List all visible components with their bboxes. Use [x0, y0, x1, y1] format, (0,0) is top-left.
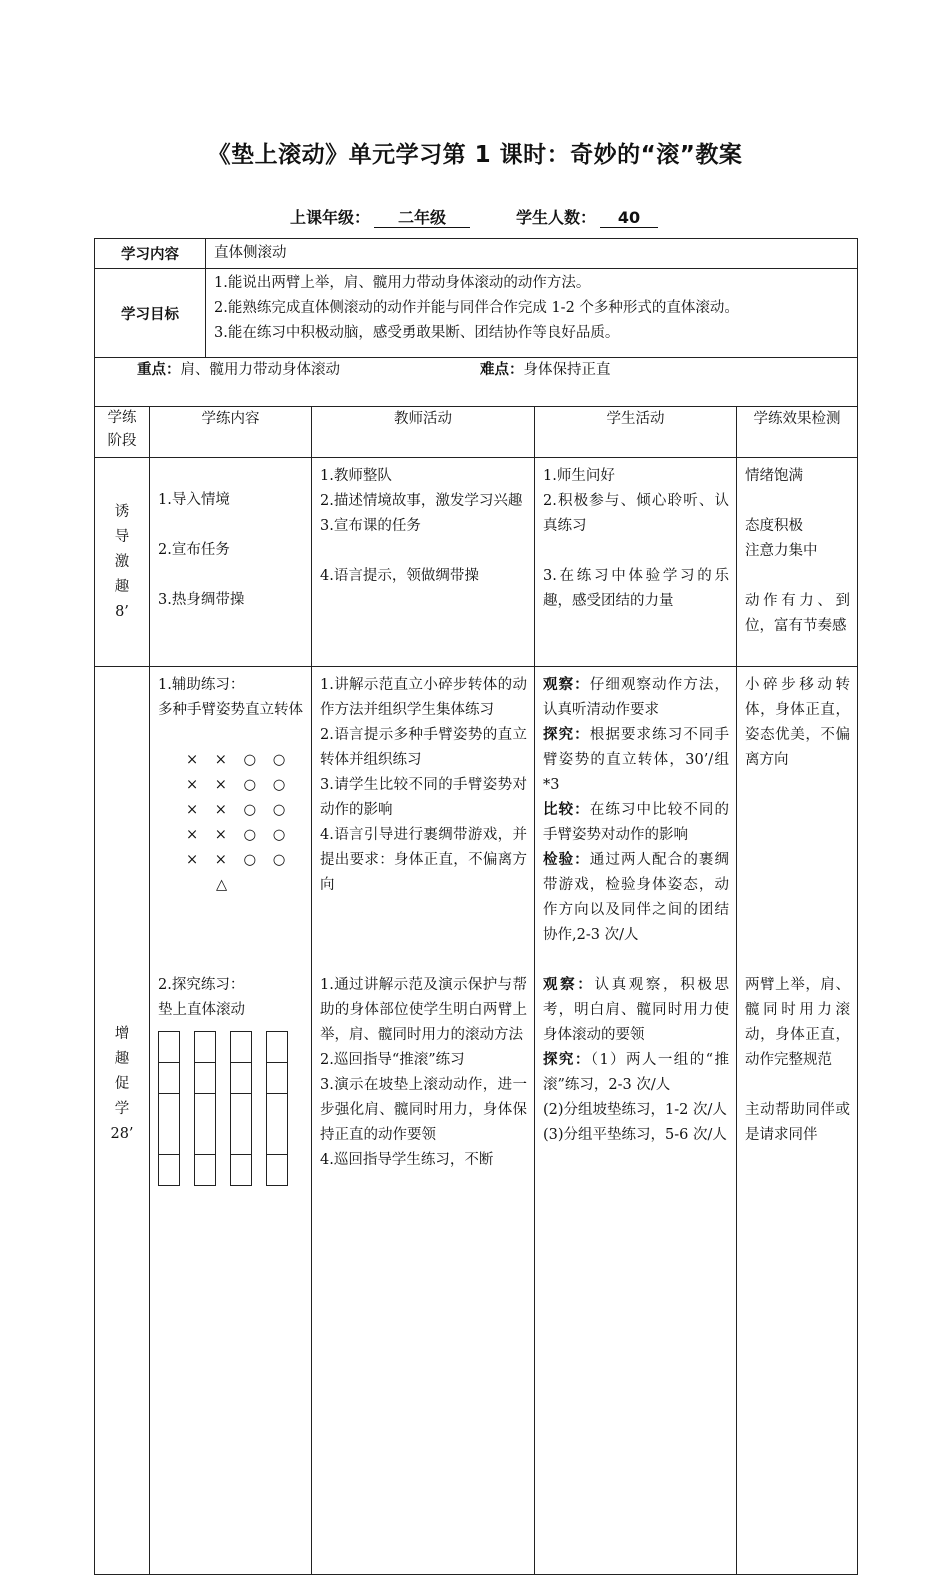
compare-text: 在练习中比较不同的手臂姿势对动作的影响 [543, 802, 730, 843]
difficulty-value: 身体保持正直 [523, 362, 611, 378]
student-item: 3.在练习中体验学习的乐趣，感受团结的力量 [543, 568, 729, 609]
teacher-item: 1.通过讲解示范及演示保护与帮助的身体部位使学生明白两臂上举，肩、髋同时用力的滚动方法 [320, 977, 527, 1043]
check-item: 小碎步移动转体，身体正直，姿态优美，不偏离方向 [745, 677, 850, 768]
stage1-student [535, 458, 737, 667]
key-point-label: 重点： [137, 362, 181, 378]
content-item: 3.热身绸带操 [158, 592, 245, 608]
difficulty-label: 难点： [480, 362, 524, 378]
header-student: 学生活动 [535, 407, 737, 458]
check-item: 情绪饱满 [745, 468, 803, 484]
content-item: 2.宣布任务 [158, 542, 230, 558]
teacher-item: 1.讲解示范直立小碎步转体的动作方法并组织学生集体练习 [320, 677, 527, 718]
formation-diagram [158, 748, 304, 898]
grade-label: 上课年级： [290, 208, 371, 227]
stage-name-1 [95, 458, 150, 667]
explore-label: 探究： [543, 727, 590, 743]
check-item: 注意力集中 [745, 543, 818, 559]
teacher-item: 3.请学生比较不同的手臂姿势对动作的影响 [320, 777, 527, 818]
stage2-check [737, 667, 858, 1575]
formation-row: × × ○ ○ [186, 802, 292, 818]
class-info [290, 205, 658, 228]
mat-column [158, 1031, 180, 1186]
check-item: 动作有力、到位，富有节奏感 [745, 593, 850, 634]
stage1-check [737, 458, 858, 667]
stage-time: 8’ [115, 603, 129, 620]
grade-value: 二年级 [374, 209, 470, 228]
goal-item: 1.能说出两臂上举，肩、髋用力带动身体滚动的动作方法。 [214, 275, 591, 291]
teacher-item: 4.巡回指导学生练习，不断 [320, 1152, 494, 1168]
goals-list [206, 269, 858, 358]
observe-text: 仔细观察动作方法，认真听清动作要求 [543, 677, 730, 718]
stage2-teacher [312, 667, 535, 1575]
content-item: 垫上直体滚动 [158, 1002, 245, 1018]
check-item: 主动帮助同伴或是请求同伴 [745, 1102, 850, 1143]
stage1-content [150, 458, 312, 667]
check-item: 态度积极 [745, 518, 803, 534]
mat-column [194, 1031, 216, 1186]
check-item: 两臂上举，肩、髋同时用力滚动，身体正直，动作完整规范 [745, 977, 850, 1068]
content-item: 多种手臂姿势直立转体 [158, 702, 303, 718]
content-item: 1.辅助练习： [158, 677, 245, 693]
teacher-item: 2.描述情境故事，激发学习兴趣 [320, 493, 523, 509]
explore-text: （1）两人一组的“推滚”练习，2-3 次/人 [543, 1052, 730, 1093]
student-count-label: 学生人数： [516, 208, 597, 227]
column-header-row [95, 407, 858, 458]
compare-label: 比较： [543, 802, 590, 818]
header-stage: 学练阶段 [95, 407, 150, 458]
stage1-teacher [312, 458, 535, 667]
stage-row-1 [95, 458, 858, 667]
observe-label: 观察： [543, 977, 595, 993]
teacher-item: 3.宣布课的任务 [320, 518, 421, 534]
mat-layout-diagram [158, 1031, 304, 1186]
teacher-item: 4.语言引导进行裹绸带游戏，并提出要求：身体正直，不偏离方向 [320, 827, 527, 893]
formation-row: × × ○ ○ [186, 752, 292, 768]
content-value: 直体侧滚动 [206, 239, 858, 269]
key-difficulty-row [95, 358, 858, 407]
teacher-item: 2.语言提示多种手臂姿势的直立转体并组织练习 [320, 727, 527, 768]
teacher-triangle-icon: △ [216, 877, 228, 893]
teacher-item: 1.教师整队 [320, 468, 392, 484]
goal-item: 2.能熟练完成直体侧滚动的动作并能与同伴合作完成 1-2 个多种形式的直体滚动。 [214, 300, 739, 316]
stage-name-text: 诱导激趣 [114, 503, 130, 595]
header-check: 学练效果检测 [737, 407, 858, 458]
key-point-value: 肩、髋用力带动身体滚动 [180, 362, 340, 378]
content-label: 学习内容 [95, 239, 206, 269]
page-title: 《垫上滚动》单元学习第 1 课时：奇妙的“滚”教案 [207, 142, 743, 168]
explore-text: (2)分组坡垫练习，1-2 次/人 [543, 1102, 727, 1118]
header-teacher: 教师活动 [312, 407, 535, 458]
observe-text: 认真观察，积极思考，明白肩、髋同时用力使身体滚动的要领 [543, 977, 730, 1043]
key-difficulty-cell [95, 358, 858, 407]
observe-label: 观察： [543, 677, 590, 693]
teacher-item: 4.语言提示，领做绸带操 [320, 568, 479, 584]
explore-text: 根据要求练习不同手臂姿势的直立转体，30’/组*3 [543, 727, 730, 793]
header-content: 学练内容 [150, 407, 312, 458]
student-item: 1.师生问好 [543, 468, 615, 484]
content-item: 1.导入情境 [158, 492, 230, 508]
teacher-item: 3.演示在坡垫上滚动动作，进一步强化肩、髋同时用力，身体保持正直的动作要领 [320, 1077, 527, 1143]
stage2-student [535, 667, 737, 1575]
stage-row-2 [95, 667, 858, 1575]
verify-label: 检验： [543, 852, 590, 868]
formation-row: × × ○ ○ [186, 777, 292, 793]
goals-label: 学习目标 [95, 269, 206, 358]
mat-column [266, 1031, 288, 1186]
teacher-item: 2.巡回指导“推滚”练习 [320, 1052, 465, 1068]
mat-column [230, 1031, 252, 1186]
formation-row: × × ○ ○ [186, 852, 292, 868]
explore-label: 探究： [543, 1052, 591, 1068]
explore-text: (3)分组平垫练习，5-6 次/人 [543, 1127, 727, 1143]
stage2-content [150, 667, 312, 1575]
lesson-plan-table [94, 238, 858, 1575]
content-row [95, 239, 858, 269]
stage-name-2 [95, 667, 150, 1575]
goal-item: 3.能在练习中积极动脑，感受勇敢果断、团结协作等良好品质。 [214, 325, 620, 341]
student-count-value: 40 [600, 209, 658, 228]
goals-row [95, 269, 858, 358]
student-item: 2.积极参与、倾心聆听、认真练习 [543, 493, 729, 534]
verify-text: 通过两人配合的裹绸带游戏，检验身体姿态，动作方向以及同伴之间的团结协作,2-3 次/人 [543, 852, 730, 943]
stage-name-text: 增趣促学 [114, 1026, 130, 1117]
stage-time: 28’ [110, 1126, 134, 1142]
formation-row: × × ○ ○ [186, 827, 292, 843]
content-item: 2.探究练习： [158, 977, 245, 993]
